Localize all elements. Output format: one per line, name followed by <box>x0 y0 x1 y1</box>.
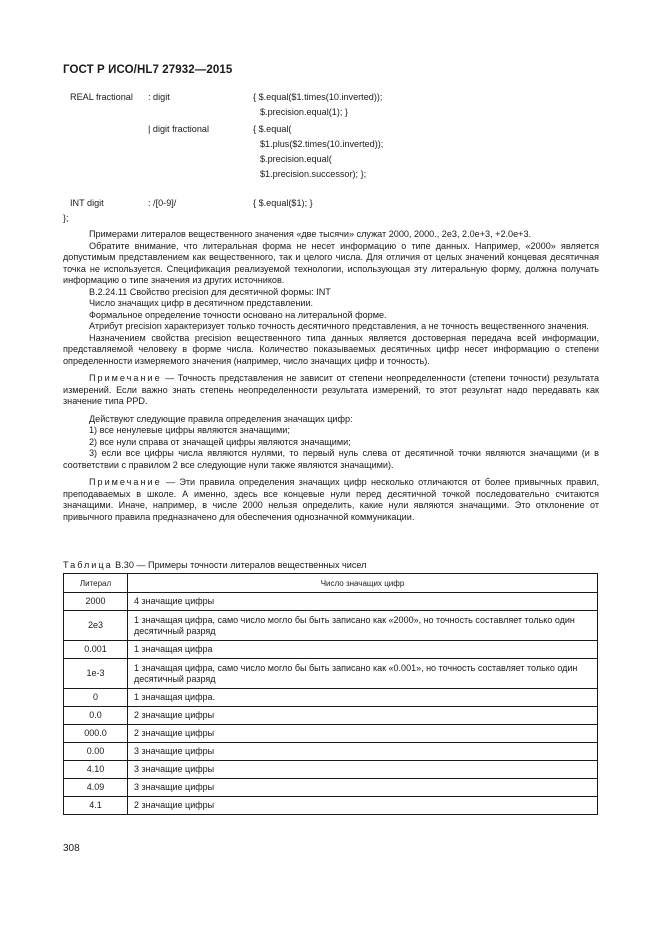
column-header-literal: Литерал <box>64 574 128 593</box>
table-row <box>64 659 598 689</box>
real-rule-1: : digit <box>148 92 170 102</box>
table-row <box>64 743 598 761</box>
digits-cell: 2 значащие цифры <box>128 707 598 725</box>
int-rule-name: INT digit <box>70 198 104 208</box>
real-code-1a: { $.equal($1.times(10.inverted)); <box>253 92 383 102</box>
section-heading: B.2.24.11 Свойство precision для десятичной формы: INT <box>89 286 331 297</box>
paragraph-examples: Примерами литералов вещественного значения «две тысячи» служат 2000, 2000., 2e3, 2.0e+3, +2.0e+3. <box>89 229 532 239</box>
real-code-1b: $.precision.equal(1); } <box>260 107 348 117</box>
paragraph-attribute: Атрибут precision характеризует только точность десятичного представления, а не точность вещественного значения. <box>89 321 589 331</box>
note-2 <box>63 477 599 523</box>
literal-cell: 4.10 <box>64 761 128 779</box>
digits-cell: 1 значащая цифра <box>128 641 598 659</box>
note-1-text: — Точность представления не зависит от степени неопределенности (степени точности) результата измерений. Если важно знать степень неопределенности результата измерений, то этот результат надо передавать как значение типа PPD. <box>63 373 599 406</box>
digits-cell: 1 значащая цифра, само число могло бы быть записано как «0.001», но точность составляет только один десятичный разряд <box>128 659 598 689</box>
grammar-closing: }; <box>63 213 69 223</box>
table-row <box>64 611 598 641</box>
digits-cell: 1 значащая цифра, само число могло бы быть записано как «2000», но точность составляет только один десятичный разряд <box>128 611 598 641</box>
literal-cell: 0.00 <box>64 743 128 761</box>
int-code: { $.equal($1); } <box>253 198 313 208</box>
literal-cell: 2e3 <box>64 611 128 641</box>
table-row <box>64 725 598 743</box>
paragraph-formal: Формальное определение точности основано на литеральной форме. <box>89 309 387 320</box>
real-code-2d: $1.precision.successor); }; <box>260 169 367 179</box>
literal-cell: 4.1 <box>64 797 128 815</box>
column-header-digits: Число значащих цифр <box>128 574 598 593</box>
table-row <box>64 779 598 797</box>
table-row <box>64 689 598 707</box>
real-code-2b: $1.plus($2.times(10.inverted)); <box>260 139 384 149</box>
digits-cell: 2 значащие цифры <box>128 797 598 815</box>
real-rule-2: | digit fractional <box>148 124 209 134</box>
real-rule-name: REAL fractional <box>70 92 133 102</box>
literal-cell: 000.0 <box>64 725 128 743</box>
real-code-2c: $.precision.equal( <box>260 154 332 164</box>
rule-1: 1) все ненулевые цифры являются значащими; <box>89 425 290 435</box>
table-caption-label: Таблица <box>63 560 113 570</box>
digits-cell: 3 значащие цифры <box>128 743 598 761</box>
body-text <box>63 229 599 523</box>
digits-cell: 3 значащие цифры <box>128 779 598 797</box>
literal-cell: 4.09 <box>64 779 128 797</box>
note-2-text: — Эти правила определения значащих цифр несколько отличаются от более привычных правил, преподаваемых в школе. А именно, здесь все концевые нули перед десятичной точкой последовательно считаются значащими. Иначе, например, в числе 2000 нельзя определить, какие нули являются значащими. Это отклонение от привычного правила предназначено для обеспечения однозначной коммуникации. <box>63 477 599 522</box>
literal-cell: 0.001 <box>64 641 128 659</box>
literal-cell: 0.0 <box>64 707 128 725</box>
rule-2: 2) все нули справа от значащей цифры являются значащими; <box>89 436 351 447</box>
table-caption-text: B.30 — Примеры точности литералов вещественных чисел <box>112 560 367 570</box>
digits-cell: 4 значащие цифры <box>128 593 598 611</box>
digits-cell: 2 значащие цифры <box>128 725 598 743</box>
paragraph-purpose: Назначением свойства precision вещественного типа данных является достоверная передача всей информации, представляемой человеку в форме числа. Количество показываемых десятичных цифр несет информацию о степени определенности измеряемого значения (например, число значащих цифр и точность). <box>63 332 599 366</box>
rule-3: 3) если все цифры числа являются нулями, то первый нуль слева от десятичной точки являются значащими (и в соответствии с правилом 2 все следующие нули также являются значащими). <box>63 448 599 470</box>
note-1-label: Примечание <box>89 373 162 383</box>
literal-cell: 0 <box>64 689 128 707</box>
int-rule: : /[0-9]/ <box>148 198 177 208</box>
grammar-block <box>63 92 603 227</box>
digits-cell: 3 значащие цифры <box>128 761 598 779</box>
real-code-2a: { $.equal( <box>253 124 292 134</box>
table-row <box>64 761 598 779</box>
note-2-label: Примечание <box>89 477 162 487</box>
table-caption <box>63 560 366 570</box>
table-row <box>64 707 598 725</box>
note-1 <box>63 373 599 408</box>
literal-cell: 1e-3 <box>64 659 128 689</box>
table-row <box>64 797 598 815</box>
page-number: 308 <box>63 843 80 854</box>
paragraph-literal-form: Обратите внимание, что литеральная форма не несет информацию о типе данных. Например, «2000» является допустимым представлением как вещественного, так и целого числа. Для отличия от целых значений концевая десятичная точка не используется. Спецификация реализуемой технологии, использующая эту литеральную форму, должна получать информацию о типе значения из других источников. <box>63 240 599 285</box>
rules-intro: Действуют следующие правила определения значащих цифр: <box>89 413 353 424</box>
page-header-title: ГОСТ Р ИСО/HL7 27932—2015 <box>63 64 233 76</box>
table-header-row <box>64 574 598 593</box>
precision-table <box>63 573 598 815</box>
paragraph-definition: Число значащих цифр в десятичном представлении. <box>89 298 314 308</box>
table-row <box>64 641 598 659</box>
digits-cell: 1 значащая цифра. <box>128 689 598 707</box>
literal-cell: 2000 <box>64 593 128 611</box>
table-row <box>64 593 598 611</box>
